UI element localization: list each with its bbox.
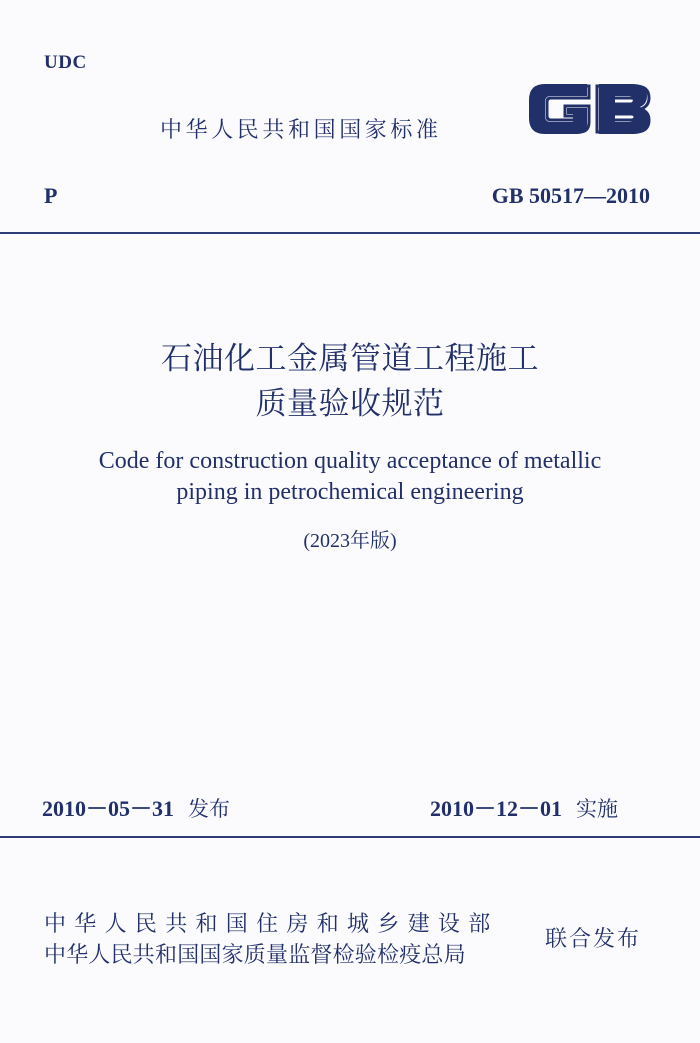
issue-date: 2010－05－31	[42, 796, 175, 821]
national-standard-heading: 中华人民共和国国家标准	[160, 118, 442, 143]
implement-date: 2010－12－01	[430, 796, 563, 821]
joint-issue-label: 联合发布	[545, 927, 642, 952]
issuer-ministry: 中华人民共和国住房和城乡建设部	[44, 912, 499, 937]
bottom-divider	[0, 836, 700, 838]
edition-label: (2023年版)	[303, 530, 397, 552]
issue-date-row	[42, 792, 230, 823]
title-zh-line2: 质量验收规范	[255, 386, 445, 422]
title-en-line1: Code for construction quality acceptance of metallic	[98, 448, 602, 474]
title-en-line2: piping in petrochemical engineering	[176, 479, 524, 505]
gb-logo-icon	[527, 76, 655, 142]
implement-label: 实施	[576, 797, 619, 821]
top-divider	[0, 232, 700, 234]
implement-date-row	[430, 792, 618, 823]
category-code: P	[44, 183, 58, 208]
issue-label: 发布	[188, 797, 231, 821]
issuer-administration: 中华人民共和国国家质量监督检验检疫总局	[44, 943, 466, 968]
standard-number: GB 50517—2010	[491, 183, 650, 208]
udc-label: UDC	[44, 52, 87, 73]
title-zh-line1: 石油化工金属管道工程施工	[161, 341, 539, 377]
